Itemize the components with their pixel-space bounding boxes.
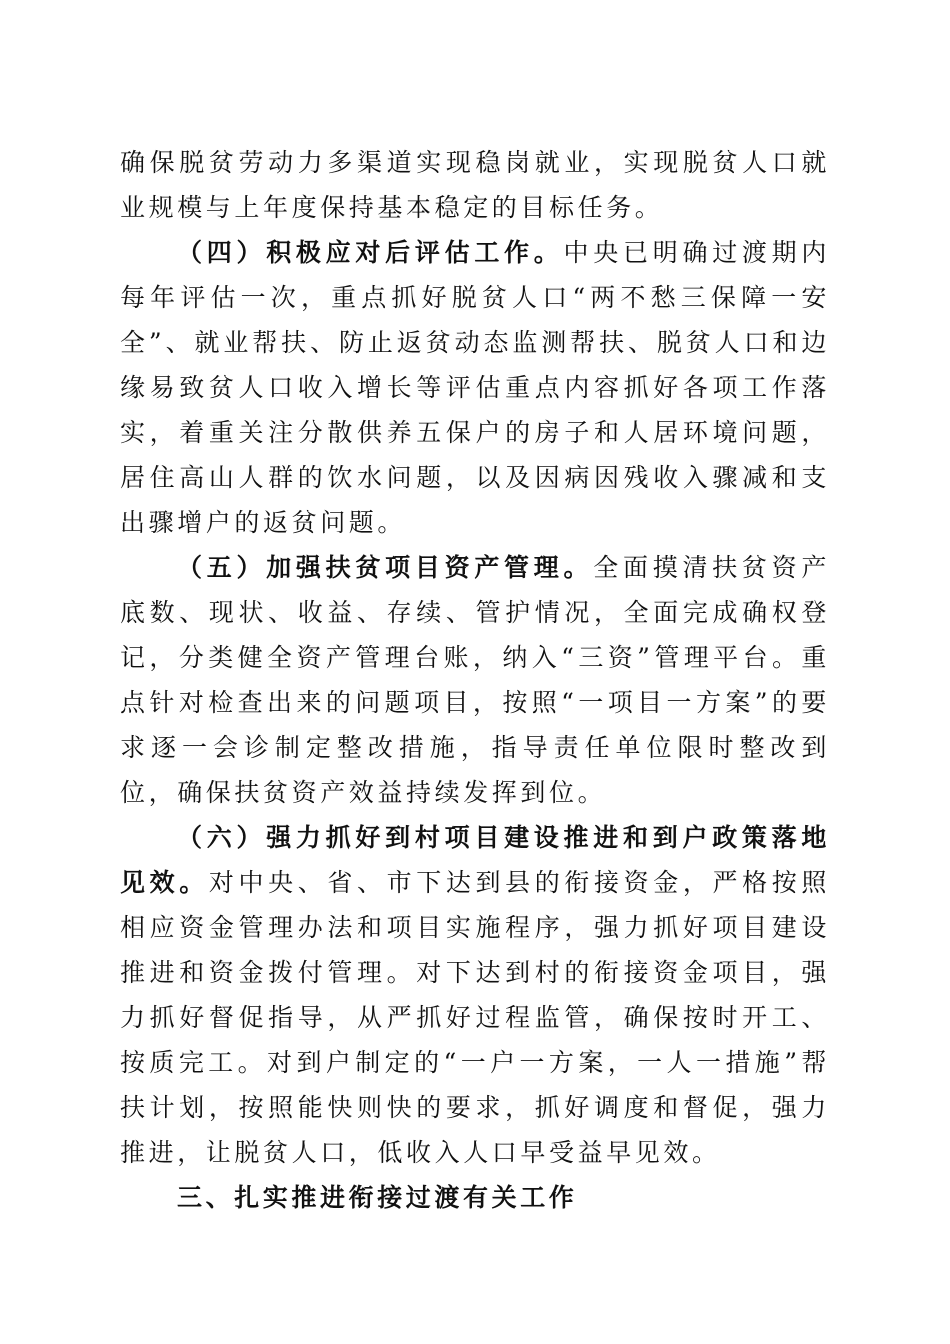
section-6-body: 对中央、省、市下达到县的衔接资金，严格按照相应资金管理办法和项目实施程序，强力抓好项目建设推进和资金拨付管理。对下达到村的衔接资金项目，强力抓好督促指导，从严抓好过程监管，确保按时开工、按质完工。对到户制定的“一户一方案，一人一措施”帮扶计划，按照能快则快的要求，抓好调度和督促，强力推进，让脱贫人口，低收入人口早受益早见效。: [120, 868, 830, 1167]
section-5-body: 全面摸清扶贫资产底数、现状、收益、存续、管护情况，全面完成确权登记，分类健全资产管理台账，纳入“三资”管理平台。重点针对检查出来的问题项目，按照“一项目一方案”的要求逐一会诊制定整改措施，指导责任单位限时整改到位，确保扶贫资产效益持续发挥到位。: [120, 553, 830, 807]
paragraph-section-5: [120, 545, 830, 815]
section-5-lead: （五）加强扶贫项目资产管理。: [177, 553, 594, 582]
section-4-body: 中央已明确过渡期内每年评估一次，重点抓好脱贫人口“两不愁三保障一安全”、就业帮扶、防止返贫动态监测帮扶、脱贫人口和边缘易致贫人口收入增长等评估重点内容抓好各项工作落实，着重关注分散供养五保户的房子和人居环境问题，居住高山人群的饮水问题，以及因病因残收入骤减和支出骤增户的返贫问题。: [120, 238, 830, 537]
paragraph-section-6: [120, 815, 830, 1175]
section-6-lead: （六）强力抓好到村项目建设推进和到户政策落地见效。: [120, 823, 830, 897]
section-heading-3: 三、扎实推进衔接过渡有关工作: [177, 1183, 578, 1212]
document-body: [120, 140, 830, 1220]
section-4-lead: （四）积极应对后评估工作。: [177, 238, 564, 267]
paragraph-section-4: [120, 230, 830, 545]
paragraph-continuation: 确保脱贫劳动力多渠道实现稳岗就业，实现脱贫人口就业规模与上年度保持基本稳定的目标任务。: [120, 148, 830, 222]
